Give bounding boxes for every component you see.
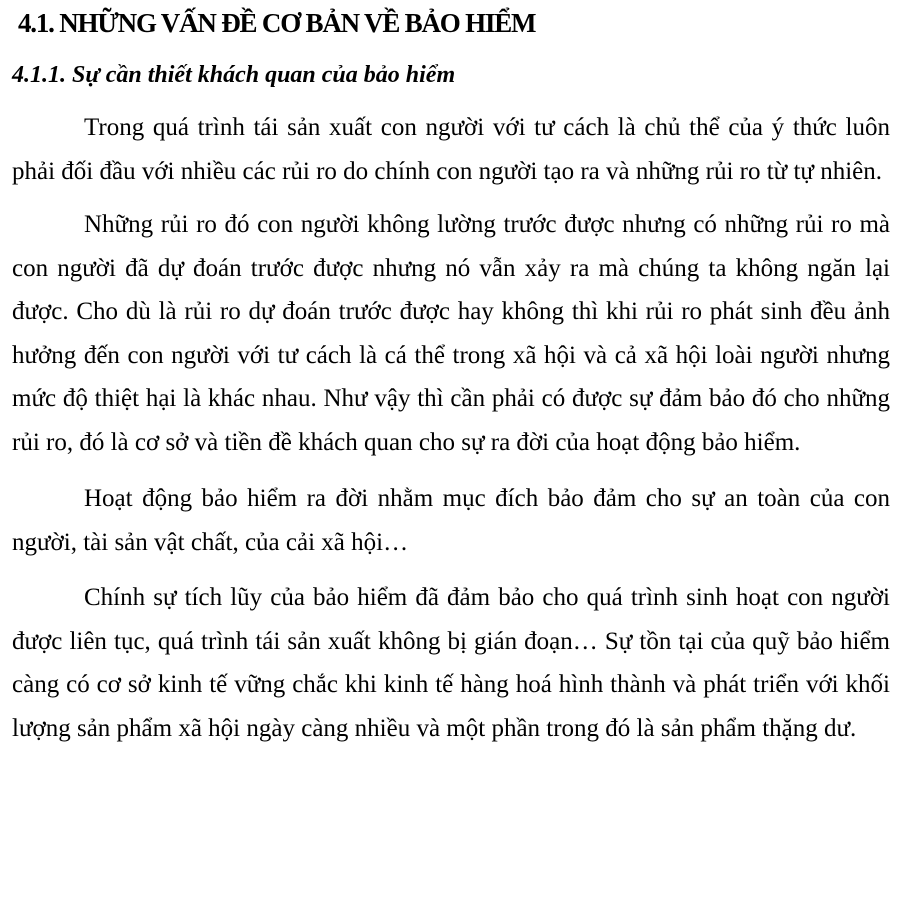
subsection-heading: 4.1.1. Sự cần thiết khách quan của bảo hiểm	[12, 62, 456, 88]
document-page	[12, 6, 890, 750]
paragraph-2: Những rủi ro đó con người không lường trước được nhưng có những rủi ro mà con người đã dự đoán trước được nhưng nó vẫn xảy ra mà chúng ta không ngăn lại được. Cho dù là rủi ro dự đoán trước được hay không thì khi rủi ro phát sinh đều ảnh hưởng đến con người với tư cách là cá thể trong xã hội và cả xã hội loài người nhưng mức độ thiệt hại là khác nhau. Như vậy thì cần phải có được sự đảm bảo đó cho những rủi ro, đó là cơ sở và tiền đề khách quan cho sự ra đời của hoạt động bảo hiểm.	[12, 211, 890, 456]
paragraph-3: Hoạt động bảo hiểm ra đời nhằm mục đích bảo đảm cho sự an toàn của con người, tài sản vật chất, của cải xã hội…	[12, 485, 890, 556]
paragraph-4: Chính sự tích lũy của bảo hiểm đã đảm bảo cho quá trình sinh hoạt con người được liên tục, quá trình tái sản xuất không bị gián đoạn… Sự tồn tại của quỹ bảo hiểm càng có cơ sở kinh tế vững chắc khi kinh tế hàng hoá hình thành và phát triển với khối lượng sản phẩm xã hội ngày càng nhiều và một phần trong đó là sản phẩm thặng dư.	[12, 584, 890, 742]
section-heading: 4.1. NHỮNG VẤN ĐỀ CƠ BẢN VỀ BẢO HIỂM	[18, 8, 536, 38]
paragraph-1: Trong quá trình tái sản xuất con người với tư cách là chủ thể của ý thức luôn phải đối đầu với nhiều các rủi ro do chính con người tạo ra và những rủi ro từ tự nhiên.	[12, 114, 890, 185]
